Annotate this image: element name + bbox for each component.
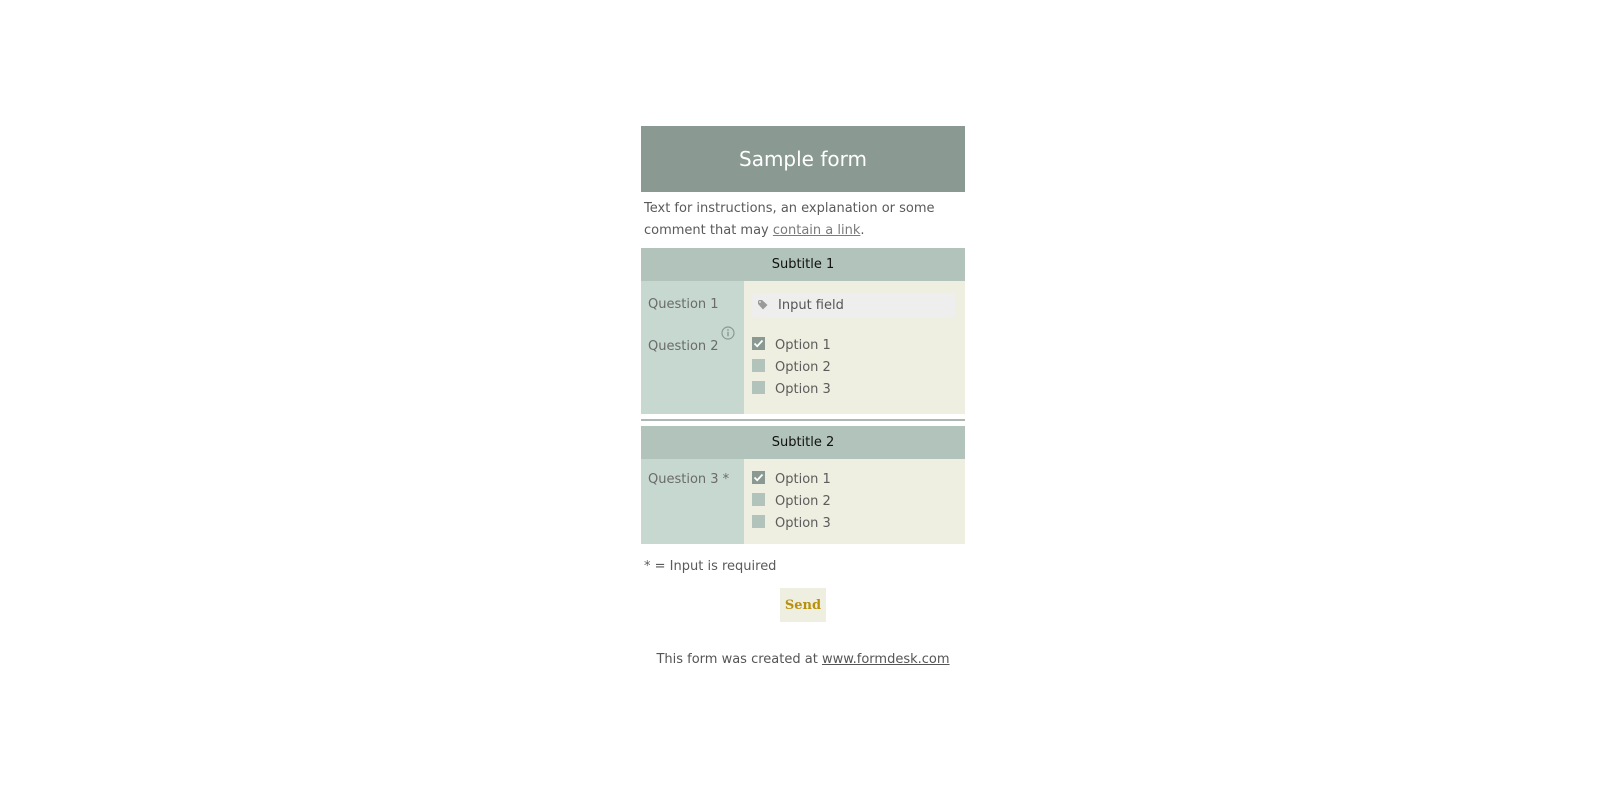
question-3-option-1-label: Option 1 <box>775 471 831 487</box>
question-2-checkbox-3[interactable] <box>752 381 765 394</box>
question-2-field-cell <box>744 325 965 414</box>
subtitle-1-label: Subtitle 1 <box>771 257 835 272</box>
question-3-field-cell <box>744 459 965 544</box>
question-2-option-2-label: Option 2 <box>775 359 831 375</box>
instructions-link[interactable]: contain a link <box>772 223 861 238</box>
info-icon[interactable] <box>721 326 735 340</box>
question-3-row <box>641 459 965 544</box>
question-2-option-1-label: Option 1 <box>775 337 831 353</box>
footer-text: This form was created at <box>656 652 822 667</box>
form-container <box>641 126 965 667</box>
subtitle-1 <box>641 248 965 281</box>
question-3-option-1[interactable] <box>752 468 955 490</box>
question-1-row <box>641 281 965 325</box>
subtitle-2 <box>641 426 965 459</box>
question-3-option-3[interactable] <box>752 512 955 534</box>
question-2-checkbox-2[interactable] <box>752 359 765 372</box>
instructions-body: Text for instructions, an explanation or some comment that may <box>644 201 935 238</box>
question-3-checkbox-2[interactable] <box>752 493 765 506</box>
section-2 <box>641 459 965 544</box>
question-2-row <box>641 325 965 414</box>
question-1-placeholder: Input field <box>778 297 844 313</box>
required-note: * = Input is required <box>644 559 777 574</box>
question-2-option-1[interactable] <box>752 334 955 356</box>
question-2-option-2[interactable] <box>752 356 955 378</box>
tag-icon <box>758 300 768 310</box>
footer <box>641 652 965 667</box>
question-2-label-cell <box>641 325 744 414</box>
question-2-option-3[interactable] <box>752 378 955 400</box>
question-3-option-3-label: Option 3 <box>775 515 831 531</box>
question-2-label: Question 2 <box>648 339 719 354</box>
question-2-checkbox-1[interactable] <box>752 337 765 350</box>
question-2-option-3-label: Option 3 <box>775 381 831 397</box>
send-button[interactable]: Send <box>780 588 826 622</box>
instructions-text <box>641 192 965 248</box>
section-1 <box>641 281 965 414</box>
question-1-label: Question 1 <box>648 297 719 312</box>
footer-link[interactable]: www.formdesk.com <box>821 652 950 667</box>
question-3-label: Question 3 * <box>648 472 730 487</box>
form-title: Sample form <box>739 147 867 171</box>
divider-line <box>641 419 965 421</box>
question-1-label-cell <box>641 281 744 325</box>
section-divider <box>641 414 965 426</box>
instructions-end: . <box>860 223 865 238</box>
question-3-label-cell <box>641 459 744 544</box>
checkmark-icon <box>753 472 764 483</box>
question-1-input[interactable] <box>752 293 955 317</box>
form-title-bar <box>641 126 965 192</box>
subtitle-2-label: Subtitle 2 <box>771 435 835 450</box>
checkmark-icon <box>753 338 764 349</box>
question-3-checkbox-1[interactable] <box>752 471 765 484</box>
question-1-field-cell <box>744 281 965 325</box>
question-3-checkbox-3[interactable] <box>752 515 765 528</box>
question-3-option-2[interactable] <box>752 490 955 512</box>
question-3-option-2-label: Option 2 <box>775 493 831 509</box>
